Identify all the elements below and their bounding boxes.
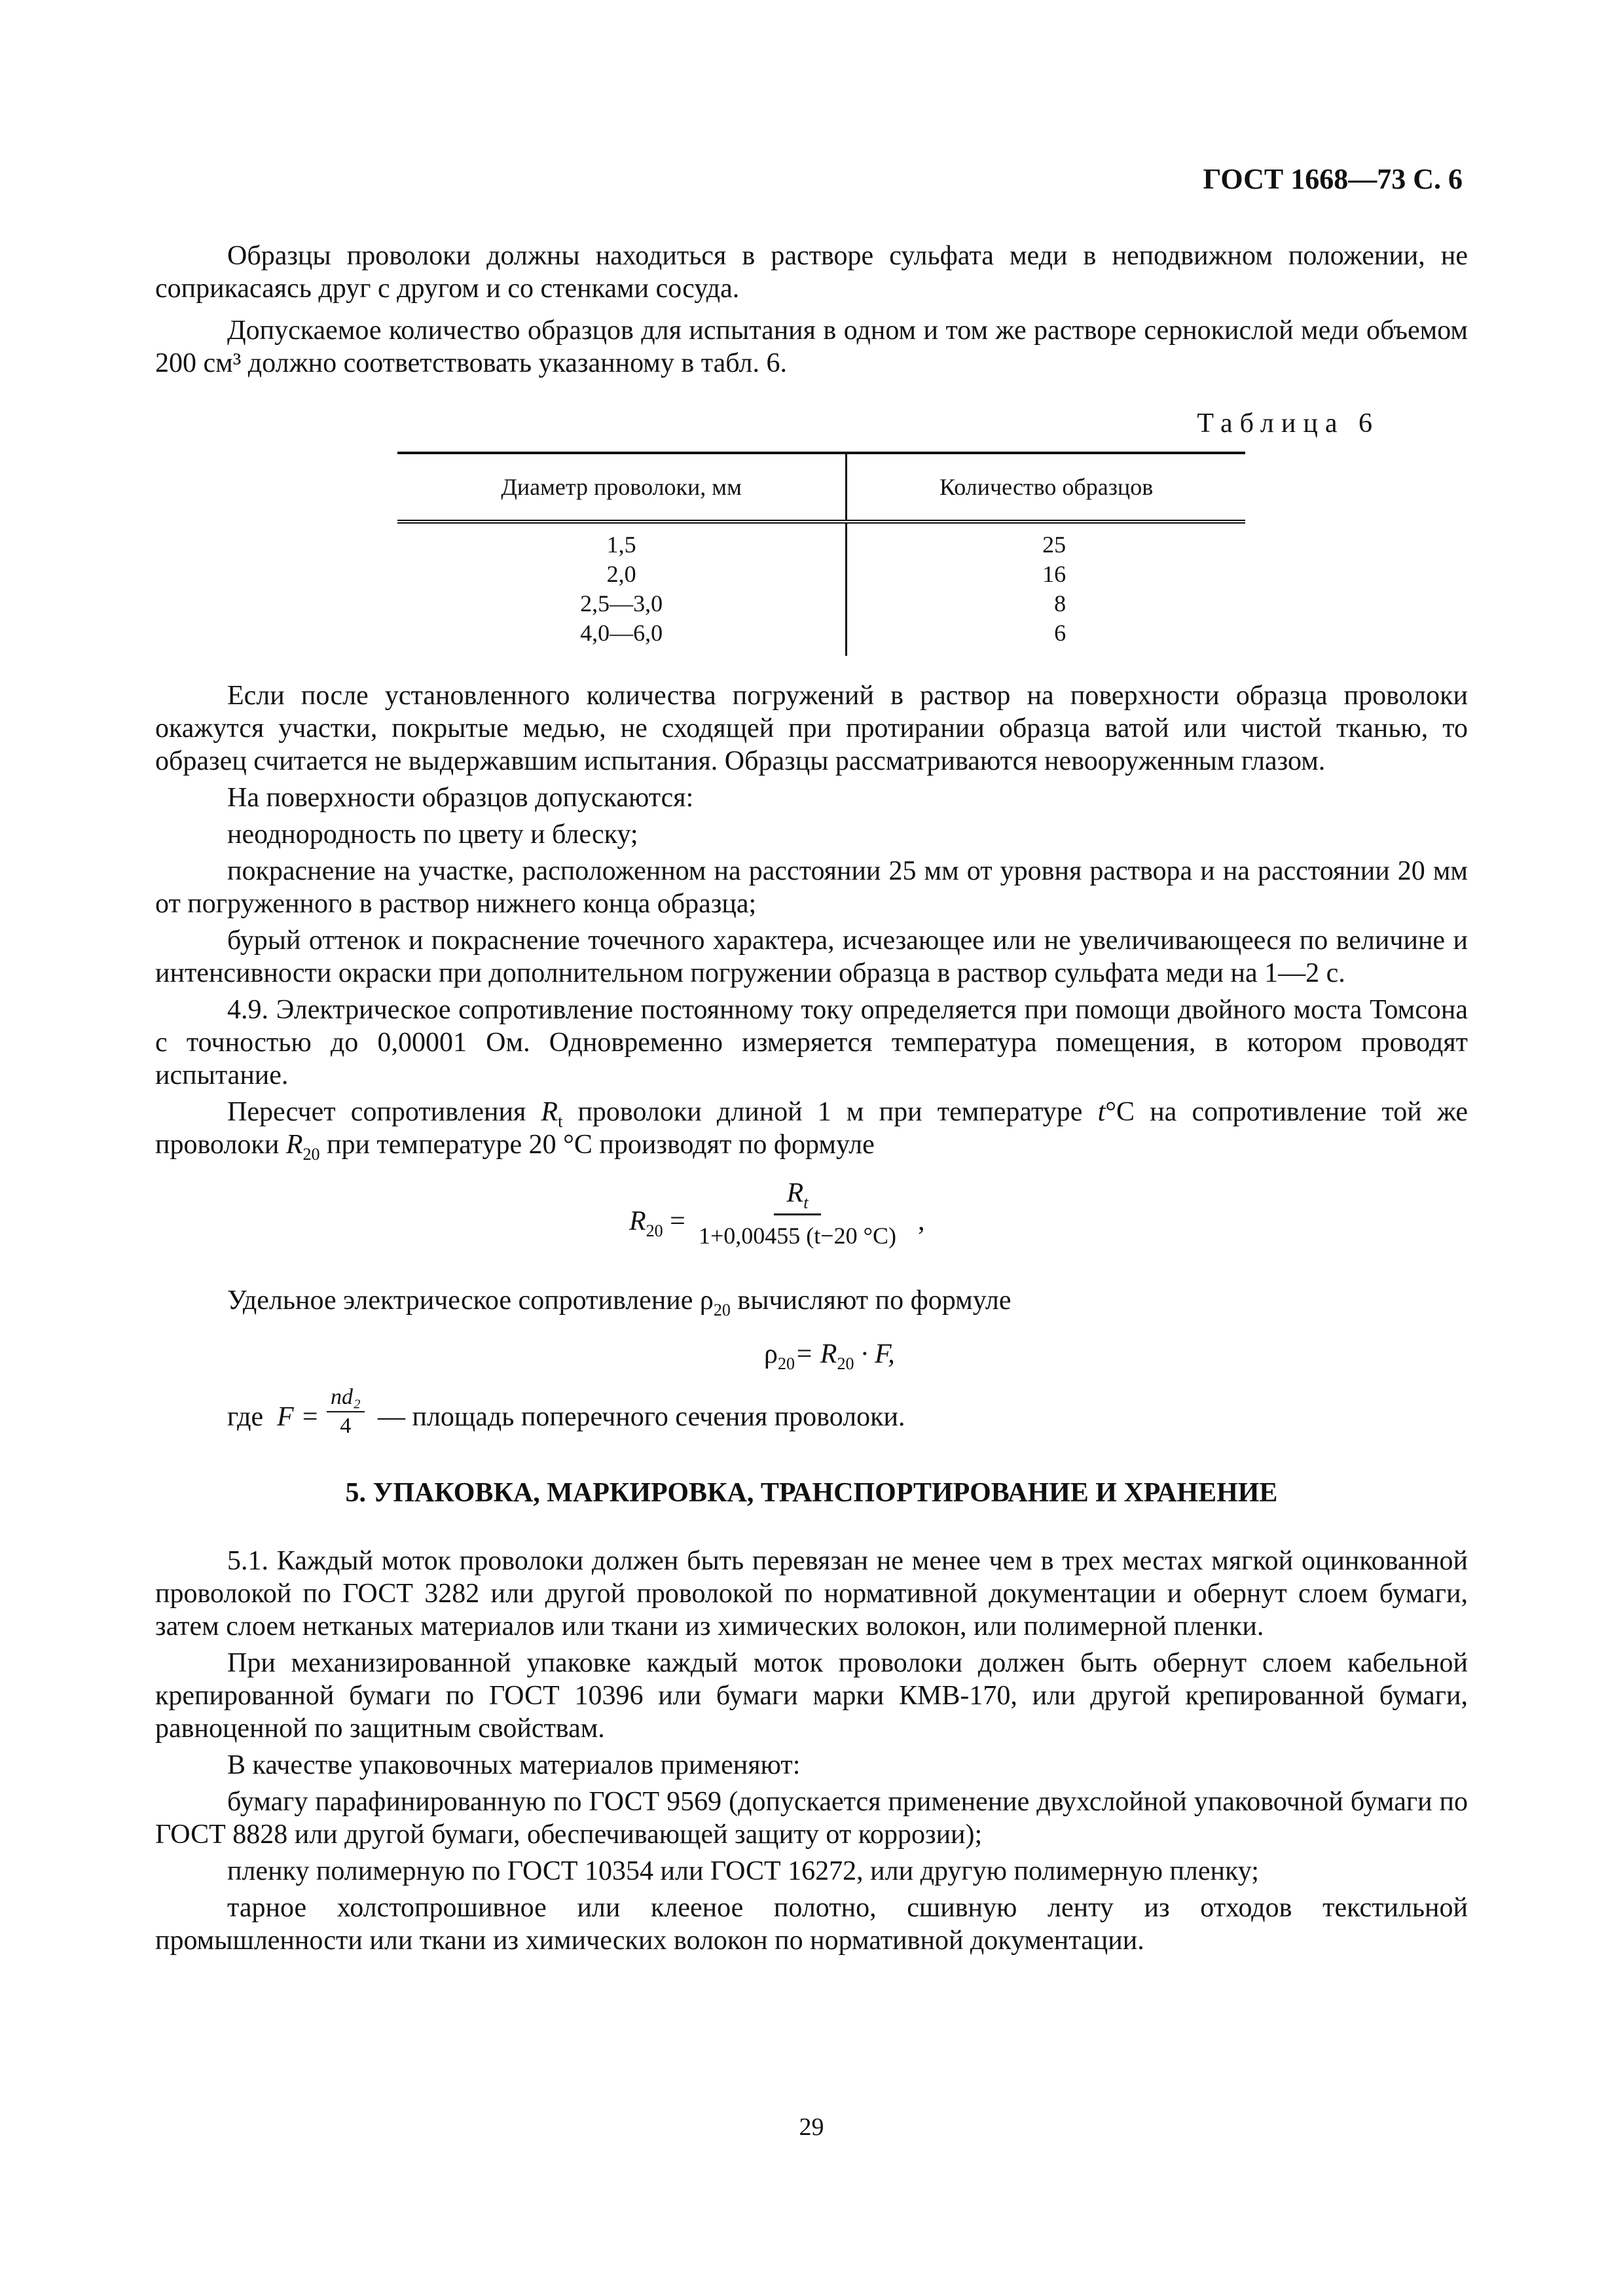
fraction-denominator: 1+0,00455 (t−20 °C) bbox=[699, 1223, 896, 1249]
count-value: 16 bbox=[1042, 561, 1067, 587]
cell-count bbox=[847, 522, 1245, 560]
text-run: — площадь поперечного сечения проволоки. bbox=[378, 1402, 905, 1432]
paragraph: В качестве упаковочных материалов применяют: bbox=[227, 1750, 801, 1780]
sub-20: 20 bbox=[777, 1354, 795, 1373]
text-run: вычисляют по формуле bbox=[730, 1285, 1012, 1316]
resistivity-paragraph bbox=[155, 1284, 1468, 1317]
table-row bbox=[397, 619, 1245, 656]
paragraph: При механизированной упаковке каждый моток проволоки должен быть обернут слоем кабельной крепированной бумаги по ГОСТ 10396 или бумаги марки КМВ-170, или другой крепированной бумаги, равноценной по защитным свойствам. bbox=[155, 1648, 1468, 1744]
fraction-numerator bbox=[774, 1177, 822, 1215]
cell-diameter: 1,5 bbox=[397, 522, 847, 560]
samples-table bbox=[397, 452, 1245, 656]
cell-count bbox=[847, 560, 1245, 589]
paragraph: Образцы проволоки должны находиться в растворе сульфата меди в неподвижном положении, не соприкасаясь друг с другом и со стенками сосуда. bbox=[155, 241, 1468, 304]
formula-trail: , bbox=[918, 1206, 925, 1236]
fraction-numerator: nd₂ bbox=[327, 1385, 365, 1412]
sub-20: 20 bbox=[646, 1221, 663, 1240]
formula-r20 bbox=[155, 1177, 1468, 1262]
page-header: ГОСТ 1668—73 С. 6 bbox=[1203, 163, 1463, 195]
sub-t: t bbox=[558, 1112, 563, 1131]
formula-rho bbox=[155, 1331, 1468, 1384]
var-r: R bbox=[786, 1178, 804, 1208]
paragraph: бумагу парафинированную по ГОСТ 9569 (допускается применение двухслойной упаковочной бумаги по ГОСТ 8828 или другой бумаги, обеспечивающей защиту от коррозии); bbox=[155, 1787, 1468, 1850]
expr-part: = R bbox=[794, 1339, 837, 1369]
mid-section bbox=[155, 679, 1468, 1439]
formula-lhs bbox=[629, 1205, 685, 1238]
text-run: Пересчет сопротивления bbox=[227, 1097, 541, 1127]
equals-sign: = bbox=[670, 1206, 685, 1236]
count-value: 6 bbox=[1054, 620, 1067, 646]
paragraph: Допускаемое количество образцов для испытания в одном и том же растворе сернокислой меди объемом 200 см³ должно соответствовать указанному в табл. 6. bbox=[155, 315, 1468, 378]
count-value: 25 bbox=[1042, 531, 1067, 558]
page-number: 29 bbox=[799, 2113, 824, 2141]
cell-count bbox=[847, 589, 1245, 619]
formula-rho-expr bbox=[764, 1338, 895, 1371]
var-r: R bbox=[285, 1130, 303, 1160]
text-run: где bbox=[227, 1402, 264, 1432]
table-row bbox=[397, 522, 1245, 560]
paragraph: пленку полимерную по ГОСТ 10354 или ГОСТ 16272, или другую полимерную пленку; bbox=[227, 1856, 1259, 1886]
table-caption: Таблица 6 bbox=[1197, 408, 1379, 439]
paragraph: покраснение на участке, расположенном на расстоянии 25 мм от уровня раствора и на расстоянии 20 мм от погруженного в раствор нижнего конца образца; bbox=[155, 856, 1468, 919]
paragraph: 4.9. Электрическое сопротивление постоянному току определяется при помощи двойного моста Томсона с точностью до 0,00001 Ом. Одновременно измеряется температура помещения, в котором проводят испытание. bbox=[155, 995, 1468, 1090]
paragraph: На поверхности образцов допускаются: bbox=[227, 783, 694, 813]
sub-20: 20 bbox=[713, 1300, 731, 1319]
section-title: 5. УПАКОВКА, МАРКИРОВКА, ТРАНСПОРТИРОВАНИЕ И ХРАНЕНИЕ bbox=[345, 1478, 1278, 1508]
text-run: проволоки длиной 1 м при температуре bbox=[562, 1097, 1098, 1127]
cell-diameter: 2,5—3,0 bbox=[397, 589, 847, 619]
paragraph: Если после установленного количества погружений в раствор на поверхности образца проволоки окажутся участки, покрытые медью, не сходящей при протирании образца ватой или чистой тканью, то образец считается не выдержавшим испытания. Образцы рассматриваются невооруженным глазом. bbox=[155, 681, 1468, 776]
text-run: Удельное электрическое сопротивление ρ bbox=[227, 1285, 714, 1316]
sub-20: 20 bbox=[302, 1145, 320, 1164]
var-f: F = bbox=[277, 1402, 319, 1432]
column-header-count: Количество образцов bbox=[847, 453, 1245, 522]
text-run: °С на сопротивление той же проволоки bbox=[155, 1097, 1468, 1160]
cell-count bbox=[847, 619, 1245, 656]
cell-diameter: 2,0 bbox=[397, 560, 847, 589]
sub-20: 20 bbox=[837, 1354, 854, 1373]
var-rho: ρ bbox=[764, 1339, 778, 1369]
column-header-diameter: Диаметр проволоки, мм bbox=[397, 453, 847, 522]
var-t: t bbox=[1097, 1097, 1106, 1127]
sub-t: t bbox=[803, 1193, 809, 1212]
fraction bbox=[699, 1177, 896, 1252]
fraction-denominator: 4 bbox=[340, 1414, 352, 1438]
paragraph: бурый оттенок и покраснение точечного характера, исчезающее или не увеличивающееся по величине и интенсивности окраски при дополнительном погружении образца в раствор сульфата меди на 1—2 с. bbox=[155, 925, 1468, 988]
paragraph: тарное холстопрошивное или клееное полотно, сшивную ленту из отходов текстильной промышленности или ткани из химических волокон по нормативной документации. bbox=[155, 1893, 1468, 1956]
table-header-row bbox=[397, 453, 1245, 522]
var-r: R bbox=[629, 1206, 646, 1236]
cell-diameter: 4,0—6,0 bbox=[397, 619, 847, 656]
recalc-paragraph bbox=[155, 1096, 1468, 1164]
expr-part: · F, bbox=[854, 1339, 895, 1369]
area-definition bbox=[155, 1385, 1468, 1439]
text-run: при температуре 20 °С производят по формуле bbox=[319, 1130, 875, 1160]
paragraph: 5.1. Каждый моток проволоки должен быть перевязан не менее чем в трех местах мягкой оцинкованной проволокой по ГОСТ 3282 или другой проволокой по нормативной документации и обернут слоем бумаги, затем слоем нетканых материалов или ткани из химических волокон, или полимерной пленки. bbox=[155, 1546, 1468, 1641]
table-row bbox=[397, 589, 1245, 619]
table-row bbox=[397, 560, 1245, 589]
paragraph: неоднородность по цвету и блеску; bbox=[227, 819, 638, 850]
var-r: R bbox=[541, 1097, 558, 1127]
count-value: 8 bbox=[1054, 590, 1067, 617]
document-body bbox=[155, 240, 1468, 1961]
fraction bbox=[327, 1385, 365, 1439]
